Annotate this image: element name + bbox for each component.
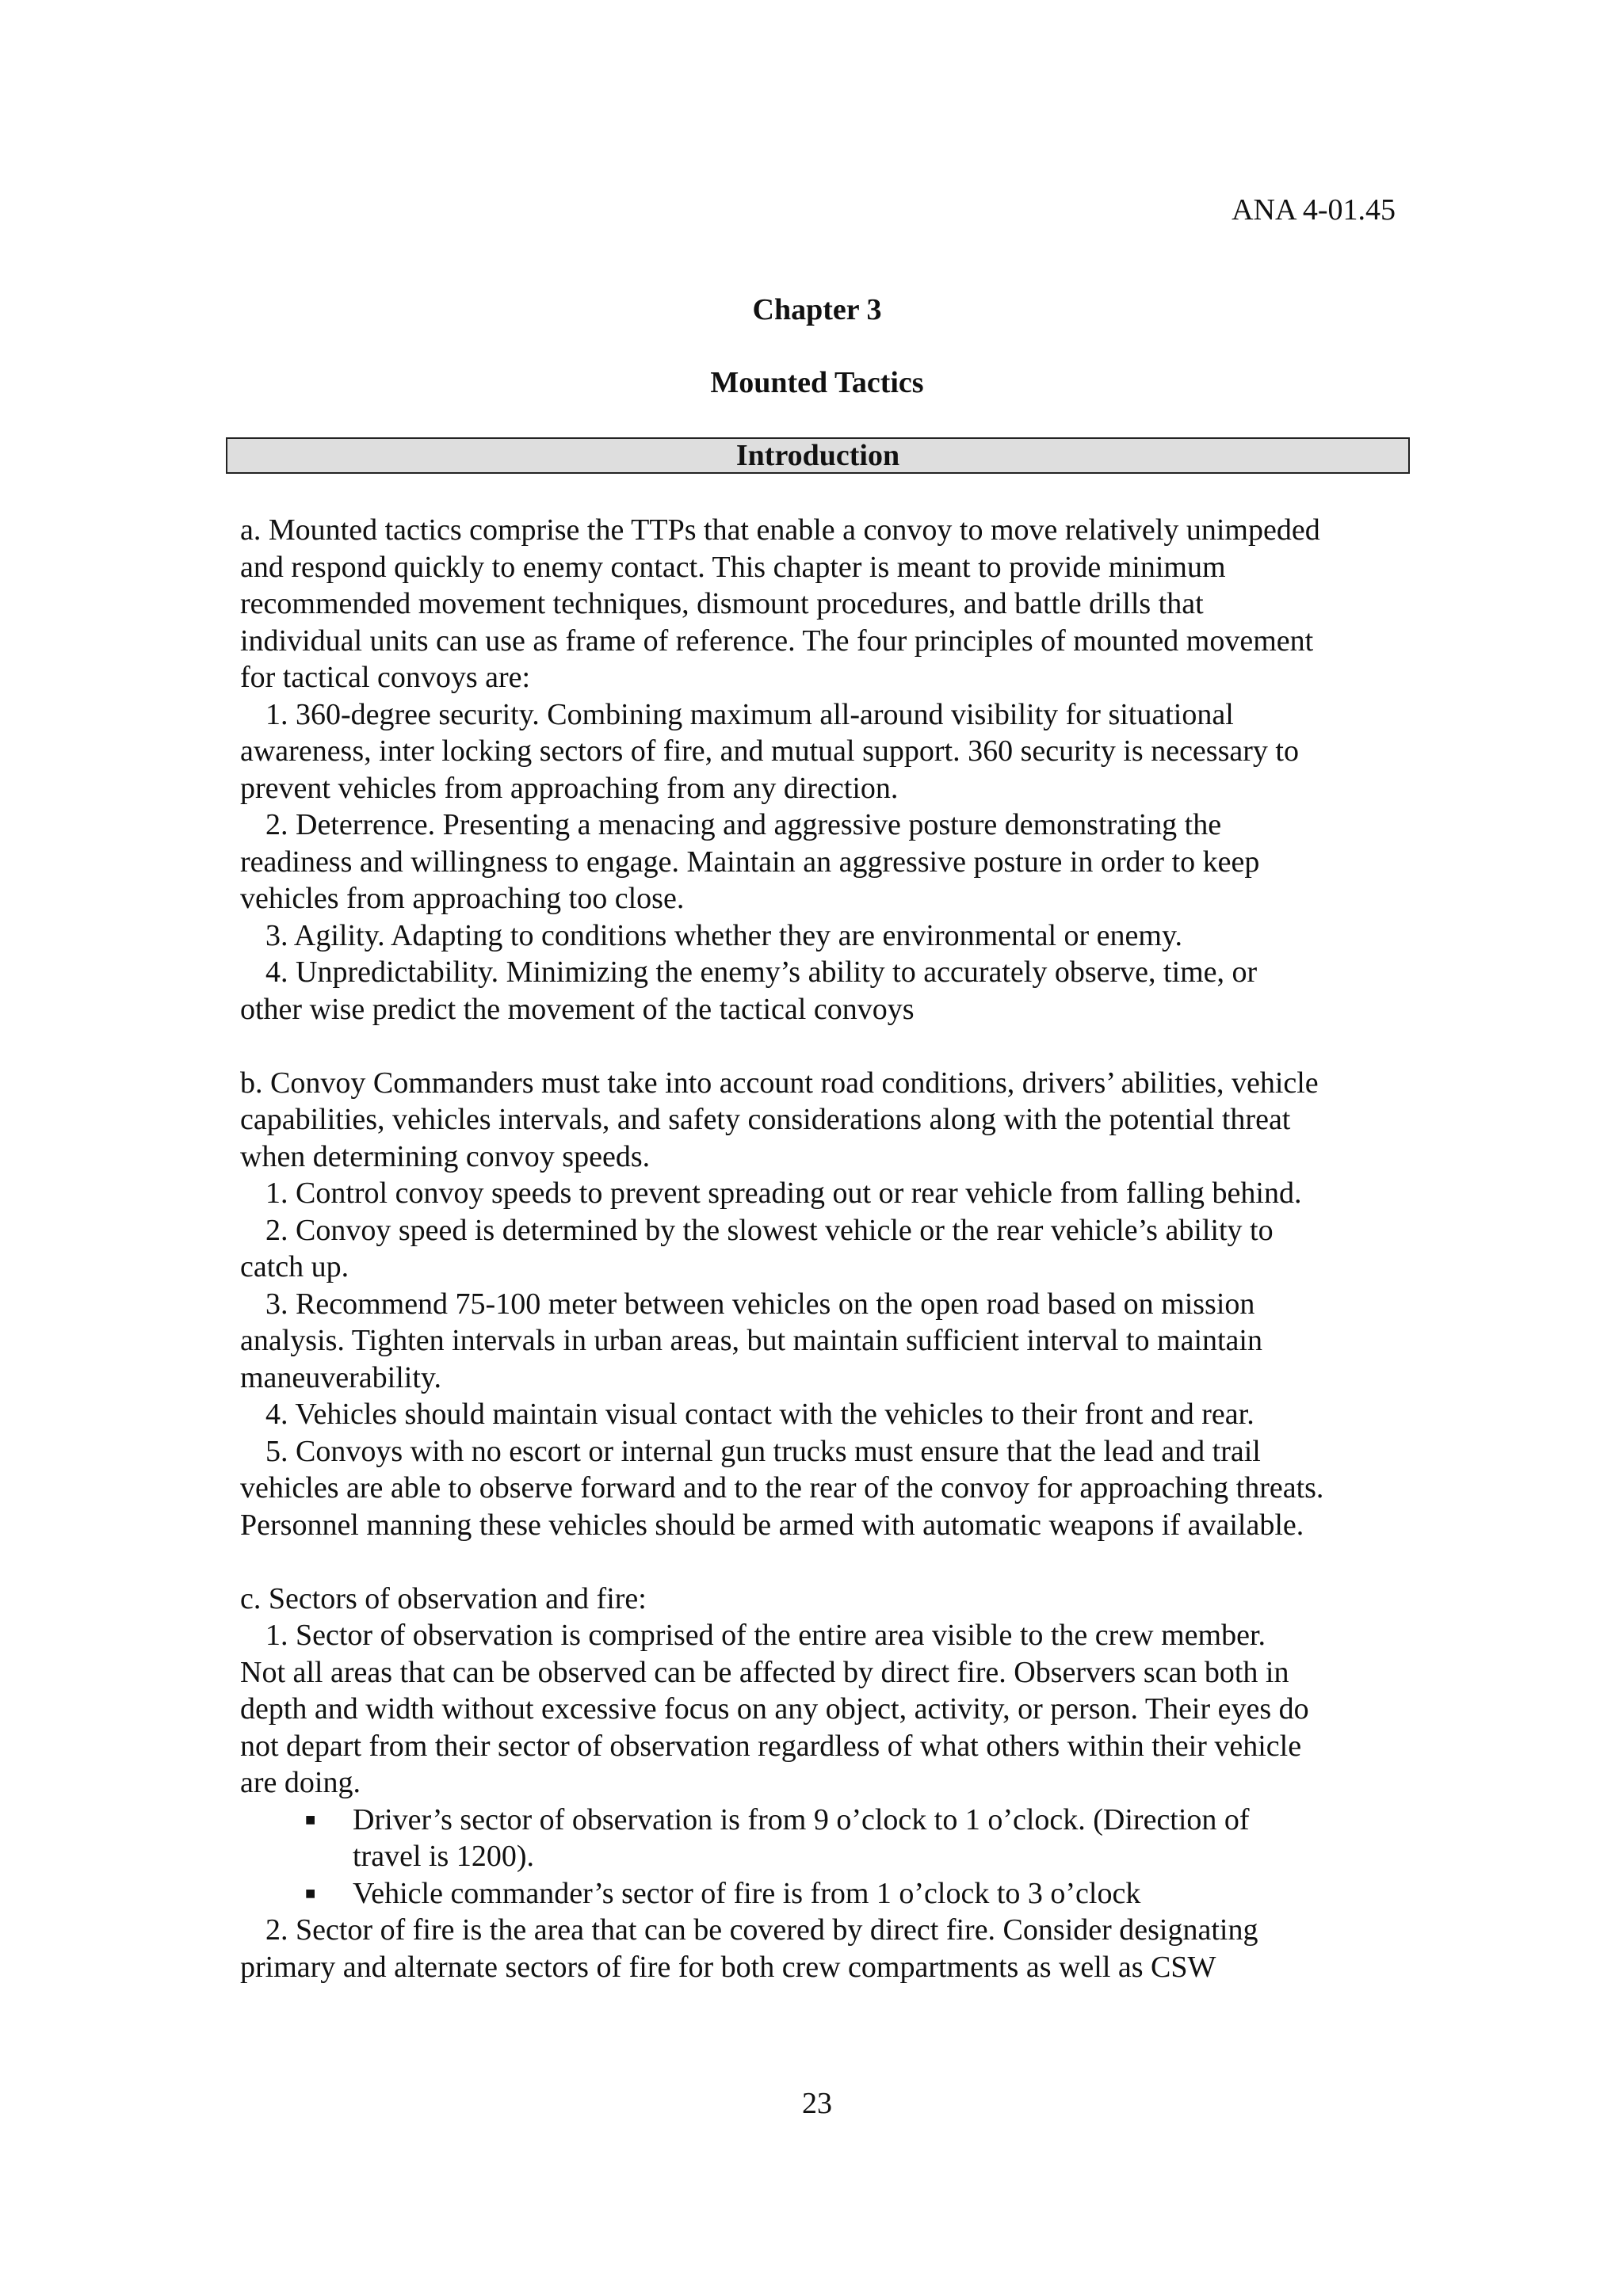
text-line: b. Convoy Commanders must take into account road conditions, drivers’ abilities, vehicle: [240, 1066, 1319, 1100]
text-line: depth and width without excessive focus on any object, activity, or person. Their eyes do: [240, 1692, 1309, 1726]
text-line: catch up.: [240, 1250, 349, 1283]
principle-item: [240, 807, 1429, 917]
text-line: 3. Agility. Adapting to conditions whether they are environmental or enemy.: [265, 918, 1182, 952]
text-line: 2. Convoy speed is determined by the slowest vehicle or the rear vehicle’s ability to: [265, 1213, 1274, 1247]
text-line: when determining convoy speeds.: [240, 1139, 651, 1173]
bullet-item: [240, 1802, 1429, 1875]
text-line: individual units can use as frame of reference. The four principles of mounted movement: [240, 624, 1314, 658]
text-line: 4. Unpredictability. Minimizing the enemy’s ability to accurately observe, time, or: [265, 955, 1258, 989]
chapter-subtitle: Mounted Tactics: [710, 366, 924, 399]
square-bullet-icon: ■: [305, 1882, 316, 1903]
text-line: other wise predict the movement of the tactical convoys: [240, 992, 915, 1026]
text-line: and respond quickly to enemy contact. This chapter is meant to provide minimum: [240, 550, 1226, 584]
page-number: 23: [802, 2087, 832, 2120]
paragraph-c: [240, 1581, 1429, 1986]
paragraph-b: [240, 1065, 1429, 1544]
speed-item: [240, 1286, 1429, 1397]
text-line: Vehicle commander’s sector of fire is from 1 o’clock to 3 o’clock: [353, 1876, 1141, 1910]
paragraph-a: [240, 512, 1429, 1028]
text-line: 2. Sector of fire is the area that can be covered by direct fire. Consider designating: [265, 1913, 1258, 1947]
speed-item: [240, 1433, 1429, 1544]
text-line: 2. Deterrence. Presenting a menacing and aggressive posture demonstrating the: [265, 808, 1222, 841]
text-line: vehicles from approaching too close.: [240, 882, 685, 915]
bullet-item: [240, 1875, 1429, 1913]
text-line: are doing.: [240, 1766, 361, 1799]
text-line: primary and alternate sectors of fire for both crew compartments as well as CSW: [240, 1950, 1216, 1984]
bullet-list: [240, 1802, 1429, 1913]
text-line: maneuverability.: [240, 1360, 441, 1394]
text-line: recommended movement techniques, dismount procedures, and battle drills that: [240, 587, 1204, 620]
principle-item: [240, 917, 1429, 955]
section-heading-bar: [226, 437, 1410, 474]
sector-item: [240, 1912, 1429, 1985]
text-line: a. Mounted tactics comprise the TTPs that enable a convoy to move relatively unimpeded: [240, 513, 1320, 547]
text-line: for tactical convoys are:: [240, 661, 531, 694]
text-line: c. Sectors of observation and fire:: [240, 1581, 647, 1615]
text-line: 1. 360-degree security. Combining maximum all-around visibility for situational: [265, 697, 1234, 731]
sector-item: [240, 1617, 1429, 1802]
document-id: ANA 4-01.45: [1232, 193, 1396, 227]
principle-item: [240, 954, 1429, 1028]
square-bullet-icon: ■: [305, 1809, 316, 1829]
text-line: analysis. Tighten intervals in urban areas, but maintain sufficient interval to maintain: [240, 1324, 1262, 1357]
principle-item: [240, 696, 1429, 807]
text-line: Driver’s sector of observation is from 9 o’clock to 1 o’clock. (Direction of: [353, 1802, 1250, 1836]
text-line: Personnel manning these vehicles should be armed with automatic weapons if available.: [240, 1508, 1304, 1542]
text-line: 5. Convoys with no escort or internal gun trucks must ensure that the lead and trail: [265, 1434, 1261, 1468]
speed-item: [240, 1396, 1429, 1433]
paragraph-gap: [240, 1028, 1429, 1065]
paragraph-gap: [240, 1543, 1429, 1581]
text-line: 1. Sector of observation is comprised of the entire area visible to the crew member.: [265, 1619, 1266, 1652]
text-line: capabilities, vehicles intervals, and safety considerations along with the potential threat: [240, 1103, 1291, 1136]
speed-item: [240, 1175, 1429, 1212]
body-text: [240, 512, 1429, 1985]
text-line: 1. Control convoy speeds to prevent spreading out or rear vehicle from falling behind.: [265, 1177, 1302, 1210]
text-line: 3. Recommend 75-100 meter between vehicles on the open road based on mission: [265, 1287, 1255, 1321]
section-heading: Introduction: [735, 439, 900, 472]
chapter-title: Chapter 3: [752, 293, 882, 326]
text-line: 4. Vehicles should maintain visual contact with the vehicles to their front and rear.: [265, 1398, 1254, 1431]
text-line: awareness, inter locking sectors of fire, and mutual support. 360 security is necessary to: [240, 734, 1299, 768]
text-line: vehicles are able to observe forward and to the rear of the convoy for approaching threats.: [240, 1471, 1324, 1505]
text-line: Not all areas that can be observed can be affected by direct fire. Observers scan both in: [240, 1655, 1289, 1689]
text-line: prevent vehicles from approaching from any direction.: [240, 771, 899, 805]
text-line: not depart from their sector of observation regardless of what others within their vehicle: [240, 1729, 1302, 1763]
speed-item: [240, 1212, 1429, 1286]
text-line: readiness and willingness to engage. Maintain an aggressive posture in order to keep: [240, 845, 1260, 879]
text-line: travel is 1200).: [353, 1840, 535, 1873]
